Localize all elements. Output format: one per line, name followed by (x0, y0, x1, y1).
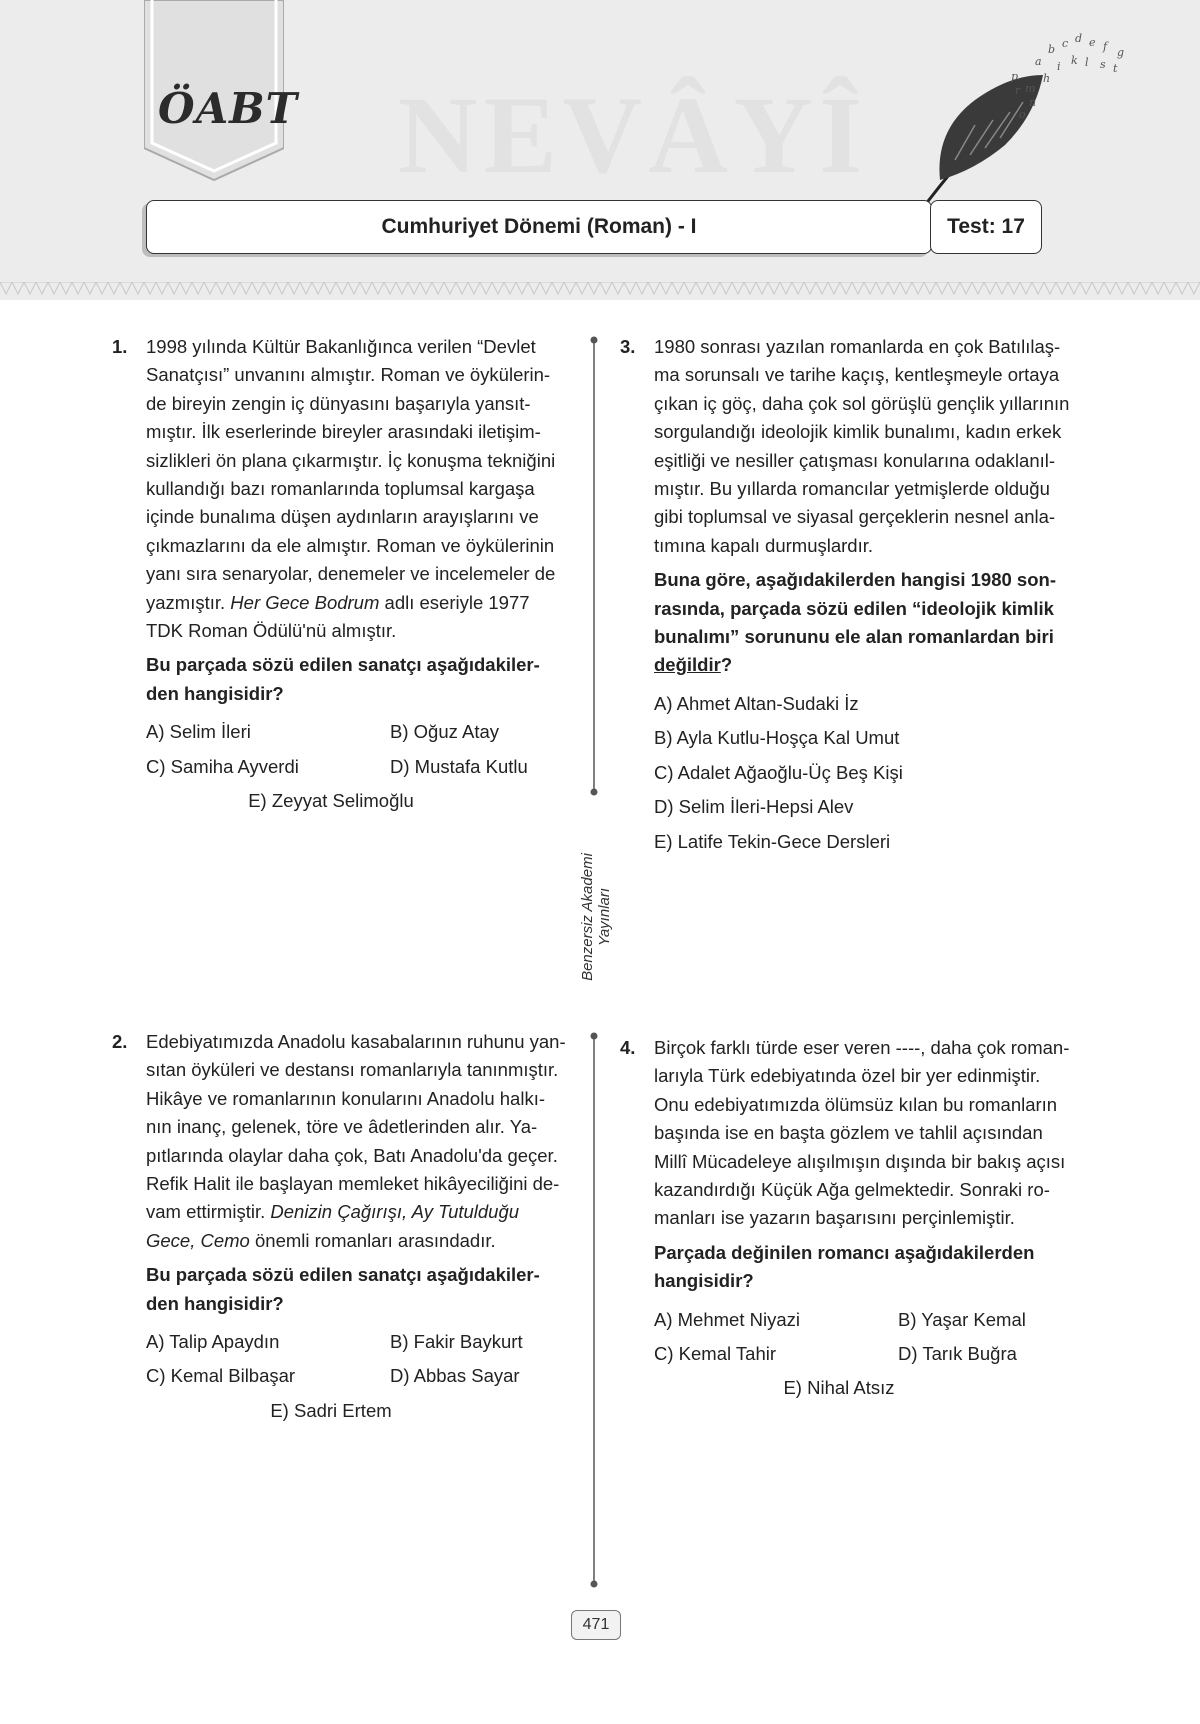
svg-text:k: k (1071, 54, 1078, 67)
question-2 (112, 1028, 576, 1425)
question-number: 2. (112, 1031, 128, 1052)
option-d[interactable]: D) Abbas Sayar (390, 1365, 520, 1387)
logo-text: ÖABT (158, 84, 298, 133)
prompt-line: den hangisidir? (146, 1292, 284, 1314)
paragraph-line: mıştır. Bu yıllarda romancılar yetmişlerde olduğu (654, 478, 1050, 500)
paragraph-line: sıtan öyküleri ve destansı romanlarıyla tanınmıştır. (146, 1059, 559, 1081)
paragraph-line: çıkmazlarını da ele almıştır. Roman ve öykülerinin (146, 534, 555, 556)
text-segment: vam ettirmiştir. (146, 1201, 271, 1223)
option-c[interactable]: C) Samiha Ayverdi (146, 755, 299, 777)
svg-text:i: i (1057, 60, 1061, 73)
negation-emphasis: değildir (654, 654, 721, 676)
svg-text:f: f (1103, 40, 1108, 53)
answer-options (654, 690, 1084, 856)
publisher-credit: Benzersiz Akademi Yayınları (579, 853, 613, 981)
question-paragraph (146, 1028, 576, 1255)
paragraph-line: mıştır. İlk eserlerinde bireyler arasındaki iletişim- (146, 421, 541, 443)
text-segment: önemli romanları arasındadır. (249, 1229, 496, 1251)
svg-text:d: d (1075, 32, 1083, 45)
option-a[interactable]: A) Talip Apaydın (146, 1331, 280, 1353)
feather-quill-icon (915, 20, 1135, 210)
question-3 (620, 333, 1084, 862)
option-d[interactable]: D) Selim İleri-Hepsi Alev (654, 796, 854, 818)
prompt-line: hangisidir? (654, 1270, 754, 1292)
option-a[interactable]: A) Ahmet Altan-Sudaki İz (654, 692, 859, 714)
svg-text:b: b (1048, 43, 1056, 56)
paragraph-line: Millî Mücadeleye alışılmışın dışında bir bakış açısı (654, 1150, 1066, 1172)
option-a[interactable]: A) Mehmet Niyazi (654, 1308, 800, 1330)
option-c[interactable]: C) Adalet Ağaoğlu-Üç Beş Kişi (654, 761, 903, 783)
paragraph-line: Refik Halit ile başlayan memleket hikâyeciliğini de- (146, 1173, 560, 1195)
paragraph-line: kullandığı bazı romanlarında toplumsal kargaşa (146, 478, 535, 500)
answer-options (654, 1306, 1084, 1369)
paragraph-line: çıkan iç göç, daha çok sol görüşlü gençlik yıllarının (654, 392, 1070, 414)
question-4 (620, 1034, 1084, 1403)
prompt-line: Buna göre, aşağıdakilerden hangisi 1980 son- (654, 569, 1056, 591)
paragraph-line: kazandırdığı Küçük Ağa gelmektedir. Sonraki ro- (654, 1179, 1050, 1201)
paragraph-line: nın inanç, gelenek, töre ve âdetlerinden alır. Ya- (146, 1116, 538, 1138)
question-prompt (654, 1239, 1084, 1296)
svg-text:n: n (1029, 96, 1037, 109)
svg-text:c: c (1062, 37, 1069, 50)
book-titles: Gece, Cemo (146, 1229, 250, 1251)
prompt-line: Bu parçada sözü edilen sanatçı aşağıdakiler- (146, 654, 540, 676)
paragraph-line: eşitliği ve nesiller çatışması konularına odaklanıl- (654, 449, 1056, 471)
paragraph-line: 1980 sonrası yazılan romanlarda en çok Batılılaş- (654, 336, 1061, 357)
svg-text:r: r (1015, 84, 1021, 97)
paragraph-line: pıtlarında olaylar daha çok, Batı Anadolu'da geçer. (146, 1144, 558, 1166)
paragraph-line: yanı sıra senaryolar, denemeler ve incelemeler de (146, 563, 556, 585)
svg-text:l: l (1085, 56, 1089, 69)
prompt-line: rasında, parçada sözü edilen “ideolojik kimlik (654, 597, 1054, 619)
question-number: 3. (620, 336, 636, 357)
prompt-line: den hangisidir? (146, 682, 284, 704)
prompt-line (654, 651, 1084, 679)
paragraph-line: Hikâye ve romanlarının konularını Anadolu halkı- (146, 1087, 545, 1109)
paragraph-line (146, 589, 576, 617)
paragraph-line: içinde bunalıma düşen aydınların arayışlarını ve (146, 506, 539, 528)
prompt-line: Bu parçada sözü edilen sanatçı aşağıdakiler- (146, 1264, 540, 1286)
page-number: 471 (571, 1610, 621, 1640)
question-mark: ? (720, 654, 733, 676)
test-title: Cumhuriyet Dönemi (Roman) - I (146, 200, 932, 254)
question-number: 4. (620, 1037, 636, 1058)
brand-watermark: NEVÂYÎ (398, 74, 868, 196)
paragraph-line: de bireyin zengin iç dünyasını başarıyla yansıt- (146, 392, 531, 414)
paragraph-line (146, 1227, 576, 1255)
paragraph-line: larıyla Türk edebiyatında özel bir yer edinmiştir. (654, 1065, 1041, 1087)
option-b[interactable]: B) Yaşar Kemal (898, 1308, 1026, 1330)
answer-options (146, 1328, 576, 1391)
option-a[interactable]: A) Selim İleri (146, 721, 251, 743)
svg-text:h: h (1043, 72, 1051, 85)
option-e[interactable]: E) Latife Tekin-Gece Dersleri (654, 830, 891, 852)
paragraph-line: tımına kapalı durmuşlardır. (654, 534, 874, 556)
svg-text:e: e (1089, 36, 1096, 49)
option-e[interactable]: E) Zeyyat Selimoğlu (248, 790, 414, 812)
book-title: Her Gece Bodrum (230, 591, 380, 613)
prompt-line: Parçada değinilen romancı aşağıdakilerden (654, 1241, 1035, 1263)
option-b[interactable]: B) Ayla Kutlu-Hoşça Kal Umut (654, 727, 900, 749)
paragraph-line: 1998 yılında Kültür Bakanlığınca verilen “Devlet (146, 336, 536, 357)
answer-options (146, 718, 576, 781)
option-b[interactable]: B) Oğuz Atay (390, 721, 499, 743)
option-c[interactable]: C) Kemal Bilbaşar (146, 1365, 296, 1387)
book-titles: Denizin Çağırışı, Ay Tutulduğu (270, 1201, 520, 1223)
question-prompt (146, 1261, 576, 1318)
option-d[interactable]: D) Mustafa Kutlu (390, 755, 528, 777)
svg-text:a: a (1035, 55, 1042, 68)
question-paragraph (654, 333, 1084, 560)
text-segment: yazmıştır. (146, 591, 231, 613)
question-number: 1. (112, 336, 128, 357)
svg-text:s: s (1100, 58, 1106, 71)
paragraph-line: manları ise yazarın başarısını perçinlemiştir. (654, 1207, 1015, 1229)
text-segment: adlı eseriyle 1977 (379, 591, 530, 613)
paragraph-line: Onu edebiyatımızda ölümsüz kılan bu romanların (654, 1093, 1058, 1115)
svg-text:t: t (1113, 62, 1118, 75)
question-paragraph (146, 333, 576, 645)
question-prompt (146, 651, 576, 708)
question-paragraph (654, 1034, 1084, 1233)
svg-text:m: m (1025, 82, 1036, 95)
svg-text:g: g (1117, 46, 1125, 59)
paragraph-line: başında ise en başta gözlem ve tahlil açısından (654, 1122, 1043, 1144)
paragraph-line: Edebiyatımızda Anadolu kasabalarının ruhunu yan- (146, 1031, 566, 1052)
svg-text:o: o (1019, 108, 1026, 121)
paragraph-line: Birçok farklı türde eser veren ----, daha çok roman- (654, 1037, 1070, 1058)
paragraph-line (146, 1198, 576, 1226)
paragraph-line: ma sorunsalı ve tarihe kaçış, kentleşmeyle ortaya (654, 364, 1060, 386)
test-number-label: Test: 17 (930, 200, 1042, 254)
option-e[interactable]: E) Nihal Atsız (783, 1377, 895, 1399)
paragraph-line: sorgulandığı ideolojik kimlik bunalımı, kadın erkek (654, 421, 1062, 443)
svg-text:p: p (1011, 70, 1019, 83)
header-zigzag-edge (0, 282, 1200, 302)
paragraph-line: sizlikleri ön plana çıkarmıştır. İç konuşma tekniğini (146, 449, 556, 471)
option-e[interactable]: E) Sadri Ertem (270, 1399, 392, 1421)
option-d[interactable]: D) Tarık Buğra (898, 1343, 1017, 1365)
option-c[interactable]: C) Kemal Tahir (654, 1343, 777, 1365)
prompt-line: bunalımı” sorununu ele alan romanlardan biri (654, 626, 1054, 648)
paragraph-line: Sanatçısı” unvanını almıştır. Roman ve öykülerin- (146, 364, 551, 386)
question-1 (112, 333, 576, 816)
paragraph-line: TDK Roman Ödülü'nü almıştır. (146, 620, 397, 642)
paragraph-line: gibi toplumsal ve siyasal gerçeklerin nesnel anla- (654, 506, 1056, 528)
question-prompt (654, 566, 1084, 680)
option-b[interactable]: B) Fakir Baykurt (390, 1331, 523, 1353)
